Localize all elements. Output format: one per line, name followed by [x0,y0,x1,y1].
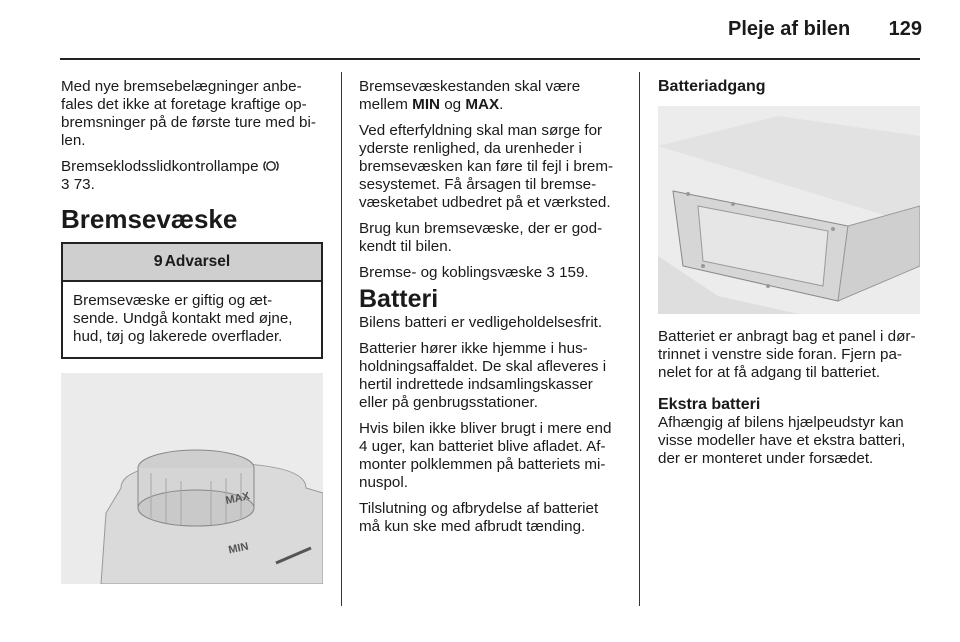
warning-header [63,244,321,282]
paragraph: Batteriet er anbragt bag et panel i dørtrinnet i venstre side foran. Fjern panelet for at få adgang til batteriet. [658,328,916,381]
warning-box [61,242,323,359]
column-divider [341,72,342,606]
column-divider [639,72,640,606]
page-reference[interactable]: 73. [73,176,95,193]
paragraph: Brug kun bremsevæske, der er godkendt til bilen. [359,220,603,255]
section-heading: Batteri [359,285,439,313]
paragraph: Bremse- og koblingsvæske 3 159. [359,264,589,281]
page-number: 129 [888,18,922,40]
battery-access-illustration [658,106,920,314]
section-heading: Batteriadgang [658,78,766,95]
brake-wear-icon [263,159,279,173]
max-marking: MAX [224,490,251,508]
header-divider [60,58,920,60]
warning-text: Bremsevæske er giftig og ætsende. Undgå kontakt med øjne, hud, tøj og lakerede overflader. [73,292,293,345]
page-reference[interactable]: 159. [559,264,589,281]
warning-title: Advarsel [164,253,231,270]
page-header-title: Pleje af bilen [728,18,851,40]
paragraph: Ved efterfyldning skal man sørge for yderste renlighed, da urenheder i bremsevæsken kan føre til fejl i bremsesystemet. Få årsagen til bremsevæsketabet udbedret på et værksted. [359,122,614,211]
section-heading: Bremsevæske [61,204,238,234]
paragraph: Med nye bremsebelægninger anbefales det ikke at foretage kraftige opbremsninger på de første ture med bilen. [61,78,316,149]
paragraph: Afhængig af bilens hjælpeudstyr kan visse modeller have et ekstra batteri, der er monteret under forsædet. [658,414,906,467]
section-heading: Ekstra batteri [658,396,761,413]
paragraph: Batterier hører ikke hjemme i husholdningsaffaldet. De skal afleveres i hertil indrettede indsamlingskasser eller på genbrugsstationer. [359,340,607,411]
warning-triangle-icon: 9 [153,253,163,270]
column-2 [359,78,621,544]
column-3 [658,78,920,476]
page-reference-arrow: 3 [61,176,70,193]
paragraph: Tilslutning og afbrydelse af batteriet må kun ske med afbrudt tænding. [359,500,599,535]
paragraph: Bilens batteri er vedligeholdelsesfrit. [359,314,603,331]
min-marking: MIN [227,540,250,557]
page-reference-arrow: 3 [546,264,555,281]
paragraph: Bremsevæskestanden skal være mellem MIN og MAX. [359,78,581,113]
paragraph: Hvis bilen ikke bliver brugt i mere end 4 uger, kan batteriet blive afladet. Afmonter polklemmen på batteriets minuspol. [359,420,612,491]
column-1 [61,78,323,584]
paragraph: Bremseklodsslidkontrollampe 3 73. [61,158,323,194]
brake-fluid-reservoir-illustration [61,373,323,584]
